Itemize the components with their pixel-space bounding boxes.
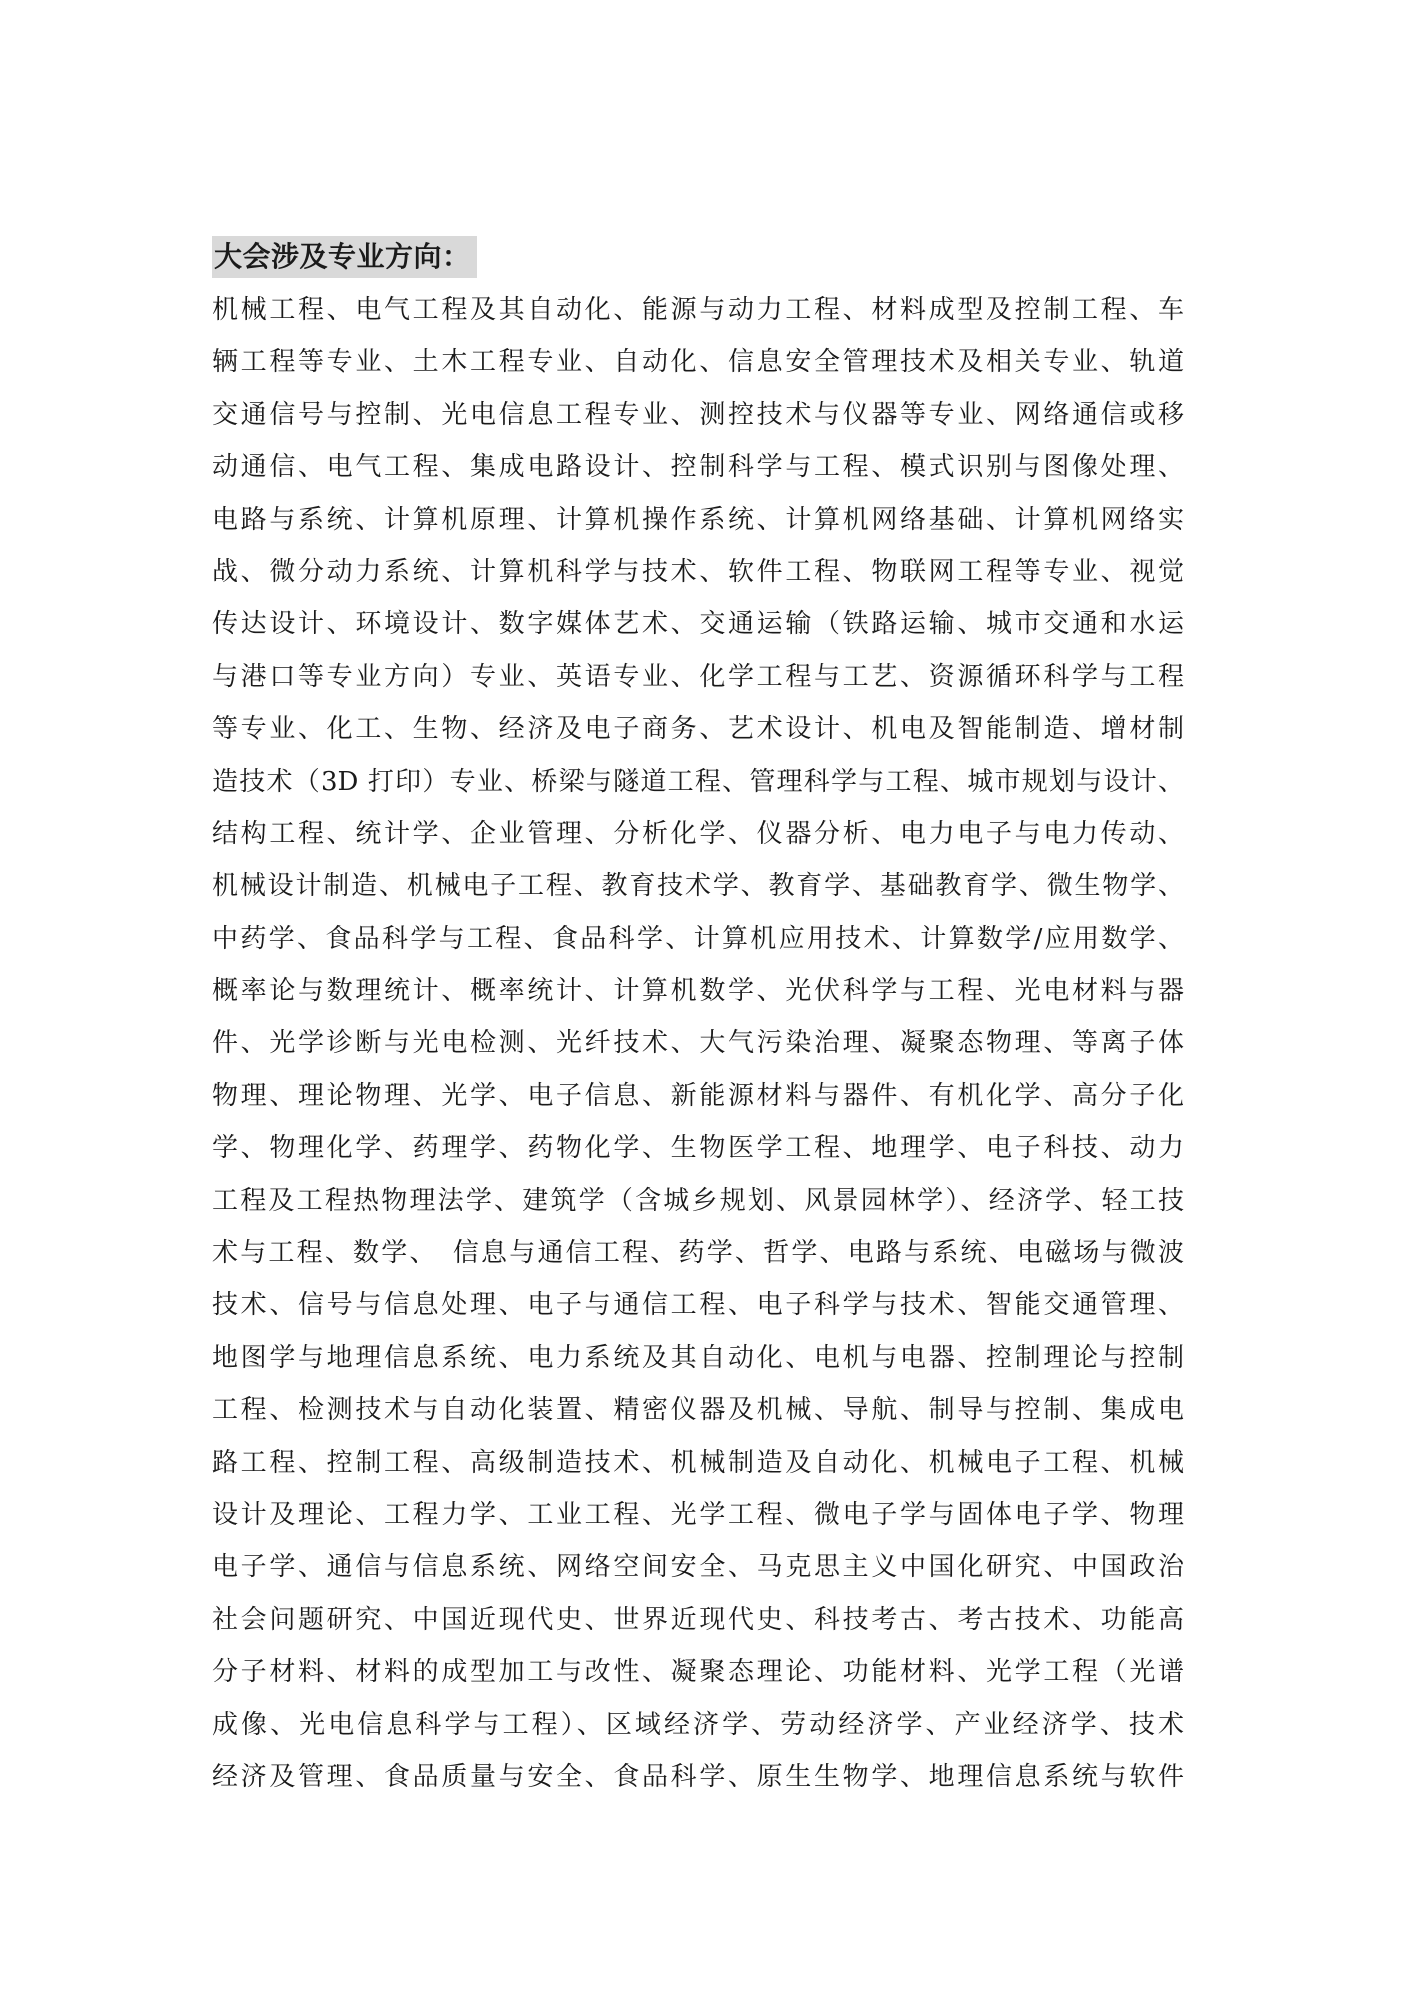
body-line: 术与工程、数学、 信息与通信工程、药学、哲学、电路与系统、电磁场与微波: [212, 1238, 1184, 1269]
body-line: 传达设计、环境设计、数字媒体艺术、交通运输（铁路运输、城市交通和水运: [212, 609, 1184, 640]
body-line: 机械设计制造、机械电子工程、教育技术学、教育学、基础教育学、微生物学、: [212, 871, 1184, 902]
body-line: 与港口等专业方向）专业、英语专业、化学工程与工艺、资源循环科学与工程: [212, 661, 1184, 692]
body-line: 造技术（3D 打印）专业、桥梁与隧道工程、管理科学与工程、城市规划与设计、: [212, 766, 1184, 797]
body-line: 等专业、化工、生物、经济及电子商务、艺术设计、机电及智能制造、增材制: [212, 714, 1184, 745]
body-line: 中药学、食品科学与工程、食品科学、计算机应用技术、计算数学/应用数学、: [212, 923, 1184, 954]
section-heading-highlight: [212, 236, 477, 278]
body-line: 辆工程等专业、土木工程专业、自动化、信息安全管理技术及相关专业、轨道: [212, 347, 1184, 378]
body-line: 电子学、通信与信息系统、网络空间安全、马克思主义中国化研究、中国政治: [212, 1552, 1184, 1583]
body-line: 概率论与数理统计、概率统计、计算机数学、光伏科学与工程、光电材料与器: [212, 976, 1184, 1007]
page-content: [212, 236, 1184, 1803]
body-line: 工程、检测技术与自动化装置、精密仪器及机械、导航、制导与控制、集成电: [212, 1395, 1184, 1426]
body-line: 电路与系统、计算机原理、计算机操作系统、计算机网络基础、计算机网络实: [212, 504, 1184, 535]
body-line: 技术、信号与信息处理、电子与通信工程、电子科学与技术、智能交通管理、: [212, 1290, 1184, 1321]
body-line: 经济及管理、食品质量与安全、食品科学、原生生物学、地理信息系统与软件: [212, 1761, 1184, 1792]
body-line: 战、微分动力系统、计算机科学与技术、软件工程、物联网工程等专业、视觉: [212, 556, 1184, 587]
body-line: 结构工程、统计学、企业管理、分析化学、仪器分析、电力电子与电力传动、: [212, 818, 1184, 849]
body-line: 学、物理化学、药理学、药物化学、生物医学工程、地理学、电子科技、动力: [212, 1133, 1184, 1164]
body-line: 社会问题研究、中国近现代史、世界近现代史、科技考古、考古技术、功能高: [212, 1604, 1184, 1635]
body-line: 物理、理论物理、光学、电子信息、新能源材料与器件、有机化学、高分子化: [212, 1080, 1184, 1111]
body-line: 分子材料、材料的成型加工与改性、凝聚态理论、功能材料、光学工程（光谱: [212, 1657, 1184, 1688]
body-line: 工程及工程热物理法学、建筑学（含城乡规划、风景园林学）、经济学、轻工技: [212, 1185, 1184, 1216]
body-line: 成像、光电信息科学与工程）、区域经济学、劳动经济学、产业经济学、技术: [212, 1709, 1184, 1740]
body-line: 路工程、控制工程、高级制造技术、机械制造及自动化、机械电子工程、机械: [212, 1447, 1184, 1478]
majors-paragraph: [212, 284, 1184, 1803]
section-heading: 大会涉及专业方向：: [214, 240, 471, 273]
body-line: 交通信号与控制、光电信息工程专业、测控技术与仪器等专业、网络通信或移: [212, 399, 1184, 430]
body-line: 设计及理论、工程力学、工业工程、光学工程、微电子学与固体电子学、物理: [212, 1499, 1184, 1530]
body-line: 地图学与地理信息系统、电力系统及其自动化、电机与电器、控制理论与控制: [212, 1342, 1184, 1373]
body-line: 件、光学诊断与光电检测、光纤技术、大气污染治理、凝聚态物理、等离子体: [212, 1028, 1184, 1059]
body-line: 机械工程、电气工程及其自动化、能源与动力工程、材料成型及控制工程、车: [212, 295, 1184, 325]
body-line: 动通信、电气工程、集成电路设计、控制科学与工程、模式识别与图像处理、: [212, 452, 1184, 483]
